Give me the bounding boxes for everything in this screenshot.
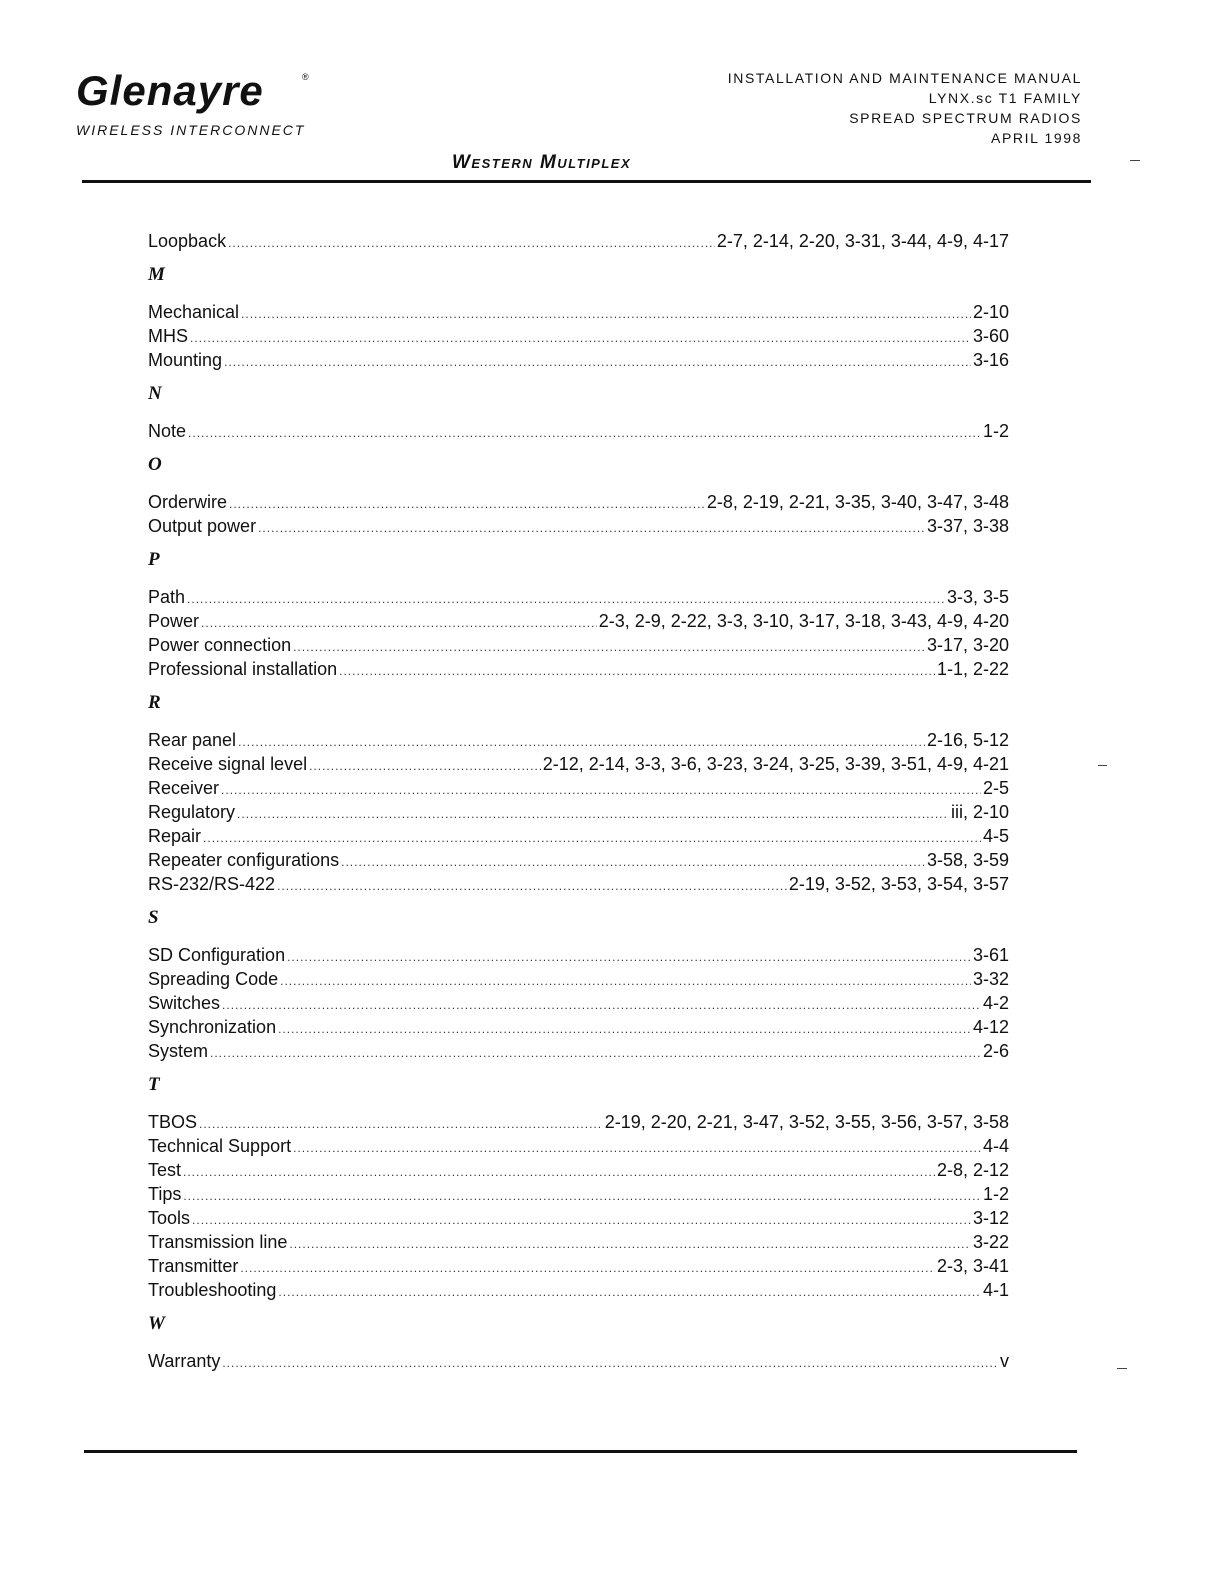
index-pages: 1-2 [982, 1184, 1009, 1204]
dot-leader [309, 754, 541, 778]
dot-leader [237, 802, 949, 826]
dot-leader [187, 587, 945, 611]
section-letter: T [148, 1074, 160, 1095]
manual-line: APRIL 1998 [991, 130, 1082, 146]
section-letter: M [148, 264, 165, 285]
index-pages: 2-10 [972, 302, 1009, 322]
manual-line: LYNX.sc T1 FAMILY [928, 90, 1082, 106]
index-entry [148, 800, 1009, 824]
dot-leader [280, 969, 971, 993]
index-entry [148, 872, 1009, 896]
index-entry [148, 609, 1009, 633]
index-pages: 4-4 [982, 1136, 1009, 1156]
section-letter: W [148, 1313, 165, 1334]
index-entry [148, 1230, 1009, 1254]
glenayre-logo [76, 67, 309, 138]
index-term: Warranty [148, 1351, 221, 1371]
index-term: Receiver [148, 778, 220, 798]
dot-leader [278, 1017, 971, 1041]
section-letter: S [148, 907, 159, 928]
index-entry [148, 991, 1009, 1015]
index-entry [148, 490, 1009, 514]
index-pages: 3-32 [972, 969, 1009, 989]
dot-leader [241, 302, 971, 326]
index-entry [148, 1110, 1009, 1134]
index-entry [148, 585, 1009, 609]
index-pages: 3-58, 3-59 [926, 850, 1009, 870]
logo-wordmark: Glenayre [76, 67, 264, 114]
dot-leader [221, 778, 981, 802]
index-term: Rear panel [148, 730, 237, 750]
index-entry [148, 943, 1009, 967]
index-pages: 3-61 [972, 945, 1009, 965]
index-pages: 3-3, 3-5 [946, 587, 1009, 607]
logo-subtitle: WIRELESS INTERCONNECT [76, 122, 306, 138]
index-pages: 1-2 [982, 421, 1009, 441]
dot-leader [199, 1112, 603, 1136]
index-pages: 4-1 [982, 1280, 1009, 1300]
index-entry [148, 824, 1009, 848]
index-pages: 2-19, 2-20, 2-21, 3-47, 3-52, 3-55, 3-56, 3-57, 3-58 [604, 1112, 1009, 1132]
index-entry [148, 1254, 1009, 1278]
index-pages: 2-5 [982, 778, 1009, 798]
index-term: Switches [148, 993, 221, 1013]
index-entry [148, 1182, 1009, 1206]
index-term: Loopback [148, 231, 227, 251]
index-pages: 3-12 [972, 1208, 1009, 1228]
dot-leader [222, 993, 981, 1017]
index-entry [148, 1206, 1009, 1230]
index-pages: 3-17, 3-20 [926, 635, 1009, 655]
index-list [148, 229, 1009, 1373]
dot-leader [278, 1280, 981, 1304]
dot-leader [183, 1160, 935, 1184]
index-entry [148, 419, 1009, 443]
index-entry [148, 1349, 1009, 1373]
dot-leader [258, 516, 925, 540]
scan-mark [1098, 765, 1107, 766]
dot-leader [188, 421, 981, 445]
index-entry [148, 1278, 1009, 1302]
manual-line: SPREAD SPECTRUM RADIOS [849, 110, 1082, 126]
section-letter: N [148, 383, 162, 404]
index-term: Tools [148, 1208, 191, 1228]
index-term: Synchronization [148, 1017, 277, 1037]
manual-line: INSTALLATION AND MAINTENANCE MANUAL [727, 70, 1082, 86]
index-term: Orderwire [148, 492, 228, 512]
index-pages: 2-12, 2-14, 3-3, 3-6, 3-23, 3-24, 3-25, 3-39, 3-51, 4-9, 4-21 [542, 754, 1009, 774]
dot-leader [341, 850, 925, 874]
index-entry [148, 848, 1009, 872]
index-entry [148, 348, 1009, 372]
index-pages: iii, 2-10 [950, 802, 1009, 822]
index-term: Repeater configurations [148, 850, 340, 870]
index-pages: 3-16 [972, 350, 1009, 370]
dot-leader [192, 1208, 971, 1232]
index-term: SD Configuration [148, 945, 286, 965]
index-entry [148, 633, 1009, 657]
index-term: Note [148, 421, 187, 441]
dot-leader [228, 231, 715, 255]
index-pages: 3-22 [972, 1232, 1009, 1252]
dot-leader [293, 635, 925, 659]
dot-leader [238, 730, 925, 754]
index-entry [148, 1158, 1009, 1182]
index-entry [148, 1134, 1009, 1158]
header-rule [82, 180, 1091, 183]
registered-mark: ® [302, 72, 309, 82]
index-entry [148, 728, 1009, 752]
footer-rule [84, 1450, 1077, 1453]
dot-leader [287, 945, 971, 969]
index-pages: 4-12 [972, 1017, 1009, 1037]
manual-info [728, 68, 1082, 148]
scan-mark [1130, 160, 1140, 161]
index-pages: 4-2 [982, 993, 1009, 1013]
index-entry [148, 229, 1009, 253]
index-pages: 2-8, 2-12 [936, 1160, 1009, 1180]
dot-leader [277, 874, 787, 898]
index-term: RS-232/RS-422 [148, 874, 276, 894]
dot-leader [224, 350, 971, 374]
index-term: Professional installation [148, 659, 338, 679]
index-entry [148, 967, 1009, 991]
index-entry [148, 514, 1009, 538]
index-pages: 2-3, 2-9, 2-22, 3-3, 3-10, 3-17, 3-18, 3-43, 4-9, 4-20 [598, 611, 1009, 631]
index-term: Power connection [148, 635, 292, 655]
index-term: Regulatory [148, 802, 236, 822]
index-term: Path [148, 587, 186, 607]
index-entry [148, 776, 1009, 800]
index-term: Tips [148, 1184, 182, 1204]
index-entry [148, 657, 1009, 681]
dot-leader [190, 326, 971, 350]
dot-leader [203, 826, 981, 850]
index-term: Troubleshooting [148, 1280, 277, 1300]
section-letter: O [148, 454, 162, 475]
index-pages: 2-3, 3-41 [936, 1256, 1009, 1276]
index-term: Mechanical [148, 302, 240, 322]
dot-leader [222, 1351, 998, 1375]
index-term: TBOS [148, 1112, 198, 1132]
index-term: Transmitter [148, 1256, 239, 1276]
dot-leader [240, 1256, 935, 1280]
dot-leader [183, 1184, 981, 1208]
index-pages: 2-8, 2-19, 2-21, 3-35, 3-40, 3-47, 3-48 [706, 492, 1009, 512]
index-term: System [148, 1041, 209, 1061]
dot-leader [339, 659, 935, 683]
dot-leader [229, 492, 705, 516]
index-entry [148, 300, 1009, 324]
index-pages: 2-6 [982, 1041, 1009, 1061]
index-entry [148, 1015, 1009, 1039]
section-letter: P [148, 549, 160, 570]
index-term: MHS [148, 326, 188, 346]
index-entry [148, 1039, 1009, 1063]
scan-mark [1117, 1368, 1127, 1369]
index-pages: 1-1, 2-22 [936, 659, 1009, 679]
index-pages: 3-60 [972, 326, 1009, 346]
index-term: Receive signal level [148, 754, 308, 774]
index-entry [148, 752, 1009, 776]
index-term: Technical Support [148, 1136, 292, 1156]
index-term: Output power [148, 516, 257, 536]
index-term: Test [148, 1160, 182, 1180]
index-pages: v [1000, 1351, 1009, 1371]
index-pages: 3-37, 3-38 [926, 516, 1009, 536]
dot-leader [293, 1136, 981, 1160]
index-term: Spreading Code [148, 969, 279, 989]
dot-leader [289, 1232, 971, 1256]
index-term: Power [148, 611, 200, 631]
index-pages: 2-7, 2-14, 2-20, 3-31, 3-44, 4-9, 4-17 [716, 231, 1009, 251]
section-letter: R [148, 692, 161, 713]
dot-leader [210, 1041, 981, 1065]
index-term: Mounting [148, 350, 223, 370]
index-pages: 2-19, 3-52, 3-53, 3-54, 3-57 [788, 874, 1009, 894]
index-term: Transmission line [148, 1232, 288, 1252]
company-name: Western Multiplex [452, 152, 632, 173]
index-pages: 2-16, 5-12 [926, 730, 1009, 750]
index-term: Repair [148, 826, 202, 846]
dot-leader [201, 611, 597, 635]
index-pages: 4-5 [982, 826, 1009, 846]
index-entry [148, 324, 1009, 348]
